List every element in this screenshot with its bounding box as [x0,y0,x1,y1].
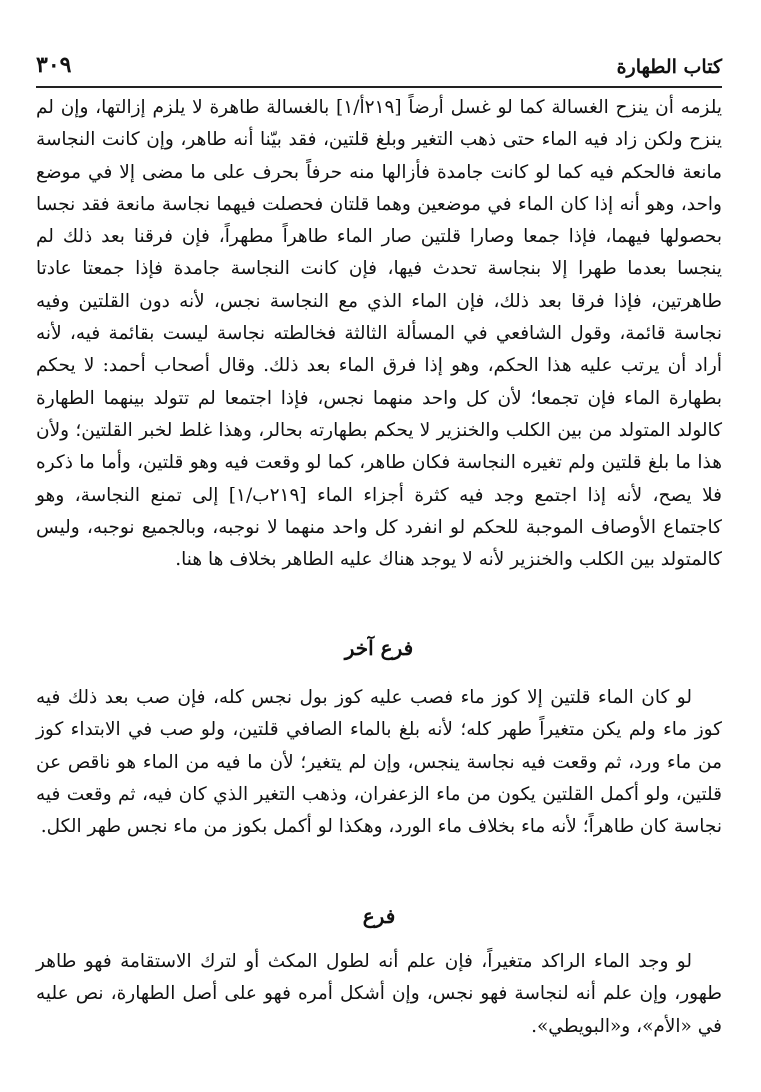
paragraph-far-akhar: لو كان الماء قلتين إلا كوز ماء فصب عليه كوز بول نجس كله، فإن صب بعد ذلك فيه كوز ماء ولم يكن متغيراً طهر كله؛ لأنه بلغ بالماء الصافي قلتين، ولو صب في الابتداء كوز من ماء ورد، ثم وقعت فيه نجاسة ينجس، وإن لم يتغير؛ لأن ما فيه من الماء هو ناقص عن قلتين، ولو أكمل القلتين يكون من ماء الزعفران، وذهب التغير الذي كان فيه، ثم وقعت فيه نجاسة كان طاهراً؛ لأنه ماء بخلاف ماء الورد، وهكذا لو أكمل بكوز من ماء نجس طهر الكل. [36,687,722,838]
header-rule [36,86,722,88]
page-header [36,50,722,82]
paragraph-continuation: يلزمه أن ينزح الغسالة كما لو غسل أرضاً [٢١٩أ/١] بالغسالة طاهرة لا يلزم إزالتها، وإن لم ينزح ولكن زاد فيه الماء حتى ذهب التغير وبلغ قلتين، فقد بيّنا أنه طاهر، وإن كانت النجاسة مانعة فالحكم فيه كما لو كانت جامدة فأزالها منه حرفاً بحرف على ما مضى إلا في موضع واحد، وهو أنه إذا كان الماء في موضعين وهما قلتان فحصلت فيهما نجاسة مانعة فقد نجسا بحصولها فيهما، فإذا جمعا وصارا قلتين صار الماء طاهراً مطهراً، فإن فرقنا بعد ذلك لم ينجسا بعدما طهرا إلا بنجاسة تحدث فيها، فإن كانت النجاسة جامدة فإذا جمعتا عادتا طاهرتين، فإذا فرقا بعد ذلك، فإن الماء الذي مع النجاسة نجس، لأنه دون القلتين وفيه نجاسة قائمة، وقول الشافعي في المسألة الثالثة فخالطته نجاسة ليست بقائمة فيه، لأنه أراد أن يرتب عليه هذا الحكم، وهو إذا فرق الماء بعد ذلك. وقال أصحاب أحمد: لا يحكم بطهارة الماء فإن تجمعا؛ لأن كل واحد منهما نجس، فإذا اجتمعا لم تتولد بينهما الطهارة كالولد المتولد من بين الكلب والخنزير لا يحكم بطهارته بحالر، وهذا غلط لخبر القلتين؛ ولأن هذا ما بلغ قلتين ولم تغيره النجاسة فكان طاهر، كما لو وقعت فيه وهو قلتين، وأما ما ذكره فلا يصح، لأنه إذا اجتمع وجد فيه كثرة أجزاء الماء [٢١٩ب/١] إلى تمنع النجاسة، وهو كاجتماع الأوصاف الموجبة للحكم لو انفرد كل واحد منهما لا نوجبه، وبالجميع نوجبه، وليس كالمتولد بين الكلب والخنزير لأنه لا يوجد هناك عليه الطاهر بخلاف ها هنا. [36,97,722,571]
paragraph-far: لو وجد الماء الراكد متغيراً، فإن علم أنه لطول المكث أو لترك الاستقامة فهو طاهر طهور، وإن علم أنه لنجاسة فهو نجس، وإن أشكل أمره فهو على أصل الطهارة، نص عليه في «الأم»، و«البويطي». [36,951,722,1037]
section-heading-far-akhar: فرع آخر [344,636,414,660]
running-title: كتاب الطهارة [616,56,722,78]
section-heading-far: فرع [362,904,396,928]
page-number: ٣٠٩ [36,52,72,78]
